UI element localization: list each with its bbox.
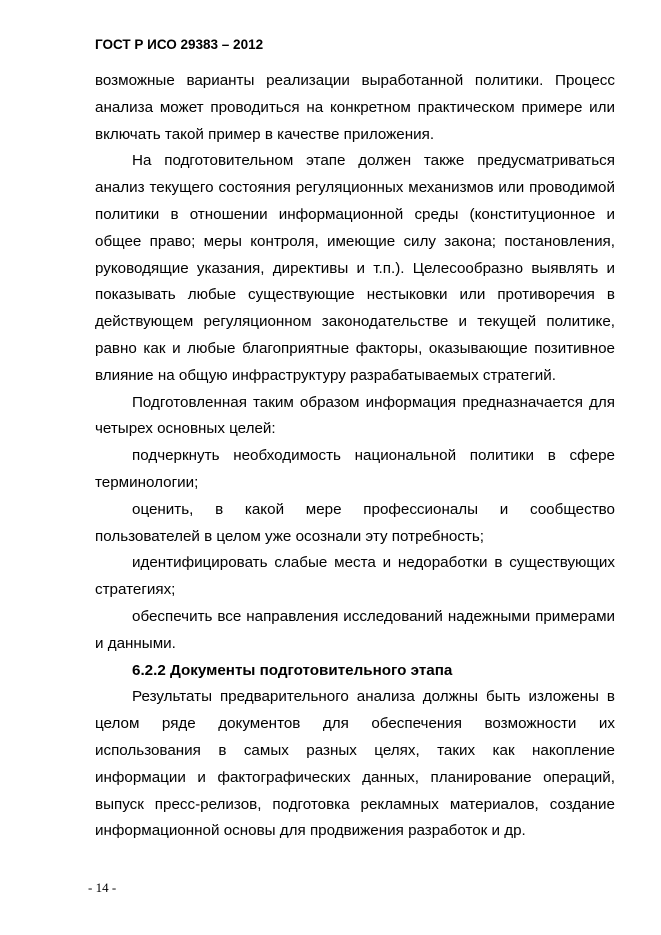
paragraph-3: Подготовленная таким образом информация предназначается для четырех основных целей: bbox=[95, 393, 615, 438]
list-item-1: подчеркнуть необходимость национальной политики в сфере терминологии; bbox=[95, 447, 615, 491]
document-page bbox=[95, 36, 615, 845]
paragraph-2: На подготовительном этапе должен также предусматриваться анализ текущего состояния регуляционных механизмов или проводимой политики в отношении информационной среды (конституционное и общее право; меры контроля, имеющие силу закона; постановления, руководящие указания, директивы и т.п.). Целесообразно выявлять и показывать любые существующие нестыковки или противоречия в действующем регуляционном законодательстве и текущей политике, равно как и любые благоприятные факторы, оказывающие позитивное влияние на общую инфраструктуру разрабатываемых стратегий. bbox=[95, 152, 615, 384]
list-item-2: оценить, в какой мере профессионалы и сообщество пользователей в целом уже осознали эту потребность; bbox=[95, 500, 615, 545]
list-item-3: идентифицировать слабые места и недоработки в существующих стратегиях; bbox=[95, 554, 615, 599]
list-item-4: обеспечить все направления исследований надежными примерами и данными. bbox=[95, 607, 615, 652]
section-heading: 6.2.2 Документы подготовительного этапа bbox=[132, 661, 453, 679]
page-number: - 14 - bbox=[88, 880, 117, 895]
paragraph-1: возможные варианты реализации выработанной политики. Процесс анализа может проводиться на конкретном практическом примере или включать такой пример в качестве приложения. bbox=[95, 72, 615, 143]
paragraph-after-heading: Результаты предварительного анализа должны быть изложены в целом ряде документов для обеспечения возможности их использования в самых разных целях, таких как накопление информации и фактографических данных, планирование операций, выпуск пресс-релизов, подготовка рекламных материалов, создание информационной основы для продвижения разработок и др. bbox=[95, 688, 615, 840]
page-header: ГОСТ Р ИСО 29383 – 2012 bbox=[95, 37, 264, 52]
